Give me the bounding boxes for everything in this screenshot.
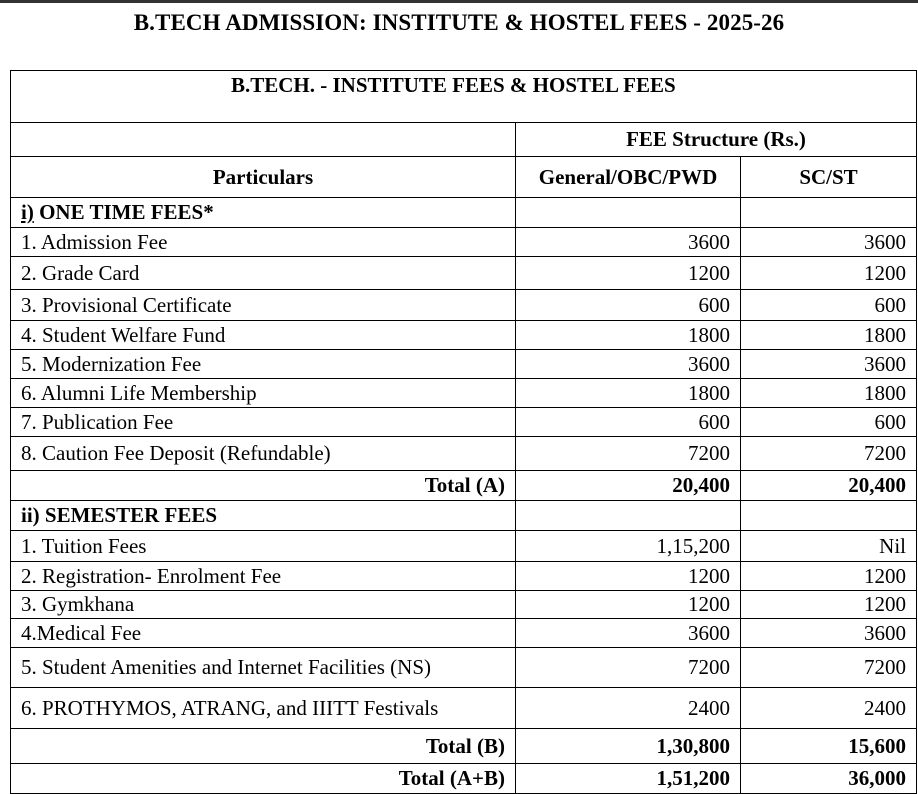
- grand-total-general: 1,51,200: [516, 764, 741, 794]
- general-value: 1200: [516, 591, 741, 619]
- top-border: [0, 0, 918, 3]
- table-row: [11, 562, 917, 591]
- total-b-label: Total (B): [11, 729, 516, 764]
- table-row: [11, 531, 917, 562]
- fee-structure-row: [11, 123, 917, 157]
- general-value: 7200: [516, 437, 741, 471]
- total-a-scst: 20,400: [741, 471, 917, 501]
- fees-table: [10, 70, 917, 794]
- empty-cell: [516, 501, 741, 531]
- row-label: 4.Medical Fee: [11, 619, 516, 648]
- table-row: [11, 257, 917, 290]
- row-label: 7. Publication Fee: [11, 408, 516, 437]
- table-row: [11, 228, 917, 257]
- table-row: [11, 321, 917, 350]
- row-label: 3. Gymkhana: [11, 591, 516, 619]
- row-label: 5. Modernization Fee: [11, 350, 516, 379]
- section-one-prefix: i): [21, 200, 34, 224]
- scst-value: 2400: [741, 688, 917, 729]
- row-label: 2. Grade Card: [11, 257, 516, 290]
- total-row: [11, 729, 917, 764]
- general-value: 3600: [516, 350, 741, 379]
- general-value: 1200: [516, 562, 741, 591]
- document-title: B.TECH ADMISSION: INSTITUTE & HOSTEL FEES - 2025-26: [133, 10, 785, 35]
- row-label: 4. Student Welfare Fund: [11, 321, 516, 350]
- row-label: 1. Admission Fee: [11, 228, 516, 257]
- general-value: 7200: [516, 648, 741, 688]
- scst-value: 3600: [741, 350, 917, 379]
- row-label: 6. Alumni Life Membership: [11, 379, 516, 408]
- total-a-general: 20,400: [516, 471, 741, 501]
- table-row: [11, 591, 917, 619]
- grand-total-label: Total (A+B): [11, 764, 516, 794]
- row-label: 1. Tuition Fees: [11, 531, 516, 562]
- table-title: B.TECH. - INSTITUTE FEES & HOSTEL FEES: [11, 71, 917, 123]
- total-b-scst: 15,600: [741, 729, 917, 764]
- scst-value: 600: [741, 290, 917, 321]
- empty-cell: [741, 501, 917, 531]
- empty-cell: [516, 198, 741, 228]
- table-row: [11, 619, 917, 648]
- particulars-header: Particulars: [11, 157, 516, 198]
- table-row: [11, 437, 917, 471]
- general-value: 1800: [516, 379, 741, 408]
- general-value: 1200: [516, 257, 741, 290]
- row-label: 5. Student Amenities and Internet Facilities (NS): [11, 648, 516, 688]
- section-header-row: [11, 501, 917, 531]
- section-one-title: [11, 198, 516, 228]
- scst-value: 600: [741, 408, 917, 437]
- empty-cell: [741, 198, 917, 228]
- table-row: [11, 379, 917, 408]
- section-header-row: [11, 198, 917, 228]
- grand-total-scst: 36,000: [741, 764, 917, 794]
- general-header: General/OBC/PWD: [516, 157, 741, 198]
- row-label: 2. Registration- Enrolment Fee: [11, 562, 516, 591]
- scst-value: 7200: [741, 437, 917, 471]
- total-a-label: Total (A): [11, 471, 516, 501]
- section-two-title: ii) SEMESTER FEES: [11, 501, 516, 531]
- total-row: [11, 471, 917, 501]
- scst-value: 1800: [741, 321, 917, 350]
- scst-value: 3600: [741, 228, 917, 257]
- scst-value: 3600: [741, 619, 917, 648]
- scst-value: 1200: [741, 591, 917, 619]
- table-row: [11, 688, 917, 729]
- scst-value: 1800: [741, 379, 917, 408]
- general-value: 3600: [516, 619, 741, 648]
- row-label: 8. Caution Fee Deposit (Refundable): [11, 437, 516, 471]
- empty-cell: [11, 123, 516, 157]
- scst-value: 1200: [741, 562, 917, 591]
- general-value: 600: [516, 290, 741, 321]
- scst-header: SC/ST: [741, 157, 917, 198]
- total-b-general: 1,30,800: [516, 729, 741, 764]
- general-value: 600: [516, 408, 741, 437]
- table-row: [11, 408, 917, 437]
- general-value: 1,15,200: [516, 531, 741, 562]
- table-row: [11, 648, 917, 688]
- scst-value: 1200: [741, 257, 917, 290]
- row-label: 6. PROTHYMOS, ATRANG, and IIITT Festivals: [11, 688, 516, 729]
- general-value: 2400: [516, 688, 741, 729]
- column-header-row: [11, 157, 917, 198]
- row-label: 3. Provisional Certificate: [11, 290, 516, 321]
- table-row: [11, 290, 917, 321]
- table-title-row: [11, 71, 917, 123]
- general-value: 1800: [516, 321, 741, 350]
- fee-structure-heading: FEE Structure (Rs.): [516, 123, 917, 157]
- scst-value: Nil: [741, 531, 917, 562]
- table-row: [11, 350, 917, 379]
- grand-total-row: [11, 764, 917, 794]
- scst-value: 7200: [741, 648, 917, 688]
- section-one-label: ONE TIME FEES*: [39, 200, 214, 224]
- general-value: 3600: [516, 228, 741, 257]
